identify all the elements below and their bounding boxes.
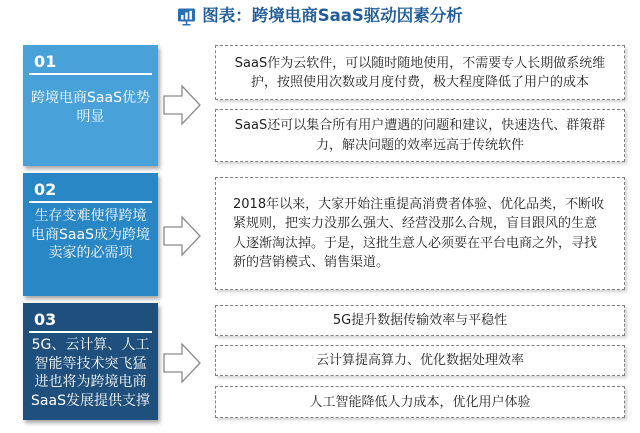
arrow-right-icon bbox=[163, 215, 201, 257]
title-text: 图表：跨境电商SaaS驱动因素分析 bbox=[202, 6, 463, 25]
detail-text: 5G提升数据传输效率与平稳性 bbox=[332, 313, 508, 328]
detail-box bbox=[215, 109, 625, 162]
chart-title bbox=[0, 4, 640, 28]
factor-label: 生存变难使得跨境电商SaaS成为跨境卖家的必需项 bbox=[31, 208, 150, 261]
factor-number: 02 bbox=[34, 180, 57, 199]
factor-box-03 bbox=[23, 303, 158, 420]
detail-box bbox=[215, 386, 625, 418]
factor-divider bbox=[29, 201, 152, 203]
detail-text: SaaS作为云软件，可以随时随地使用，不需要专人长期做系统维护，按照使用次数或月度付费，极大程度降低了用户的成本 bbox=[234, 55, 606, 90]
arrow-right-icon bbox=[163, 342, 201, 384]
detail-box bbox=[215, 177, 625, 290]
factor-box-02 bbox=[23, 173, 158, 296]
detail-box bbox=[215, 45, 625, 100]
detail-text: SaaS还可以集合所有用户遭遇的问题和建议，快速迭代、群策群力，解决问题的效率远高于传统软件 bbox=[234, 117, 606, 153]
detail-text: 云计算提高算力、优化数据处理效率 bbox=[315, 353, 524, 368]
arrow-right-icon bbox=[163, 84, 201, 126]
factor-label: 跨境电商SaaS优势明显 bbox=[31, 90, 150, 125]
detail-text: 2018年以来，大家开始注重提高消费者体验、优化品类，不断收紧规则，把实力没那么强大、经营没那么合规，盲目跟风的生意人逐渐淘汰掉。于是，这批生意人必须要在平台电商之外，寻找新的营销模式、销售渠道。 bbox=[233, 196, 605, 270]
factor-divider bbox=[29, 331, 152, 333]
detail-box bbox=[215, 305, 625, 336]
factor-label: 5G、云计算、人工智能等技术突飞猛进也将为跨境电商SaaS发展提供支撑 bbox=[31, 337, 150, 409]
detail-text: 人工智能降低人力成本，优化用户体验 bbox=[309, 394, 531, 410]
detail-box bbox=[215, 345, 625, 376]
factor-number: 03 bbox=[34, 310, 57, 329]
factor-box-01 bbox=[23, 45, 158, 166]
factor-number: 01 bbox=[34, 52, 57, 71]
factor-divider bbox=[29, 73, 152, 75]
chart-icon bbox=[177, 7, 196, 26]
